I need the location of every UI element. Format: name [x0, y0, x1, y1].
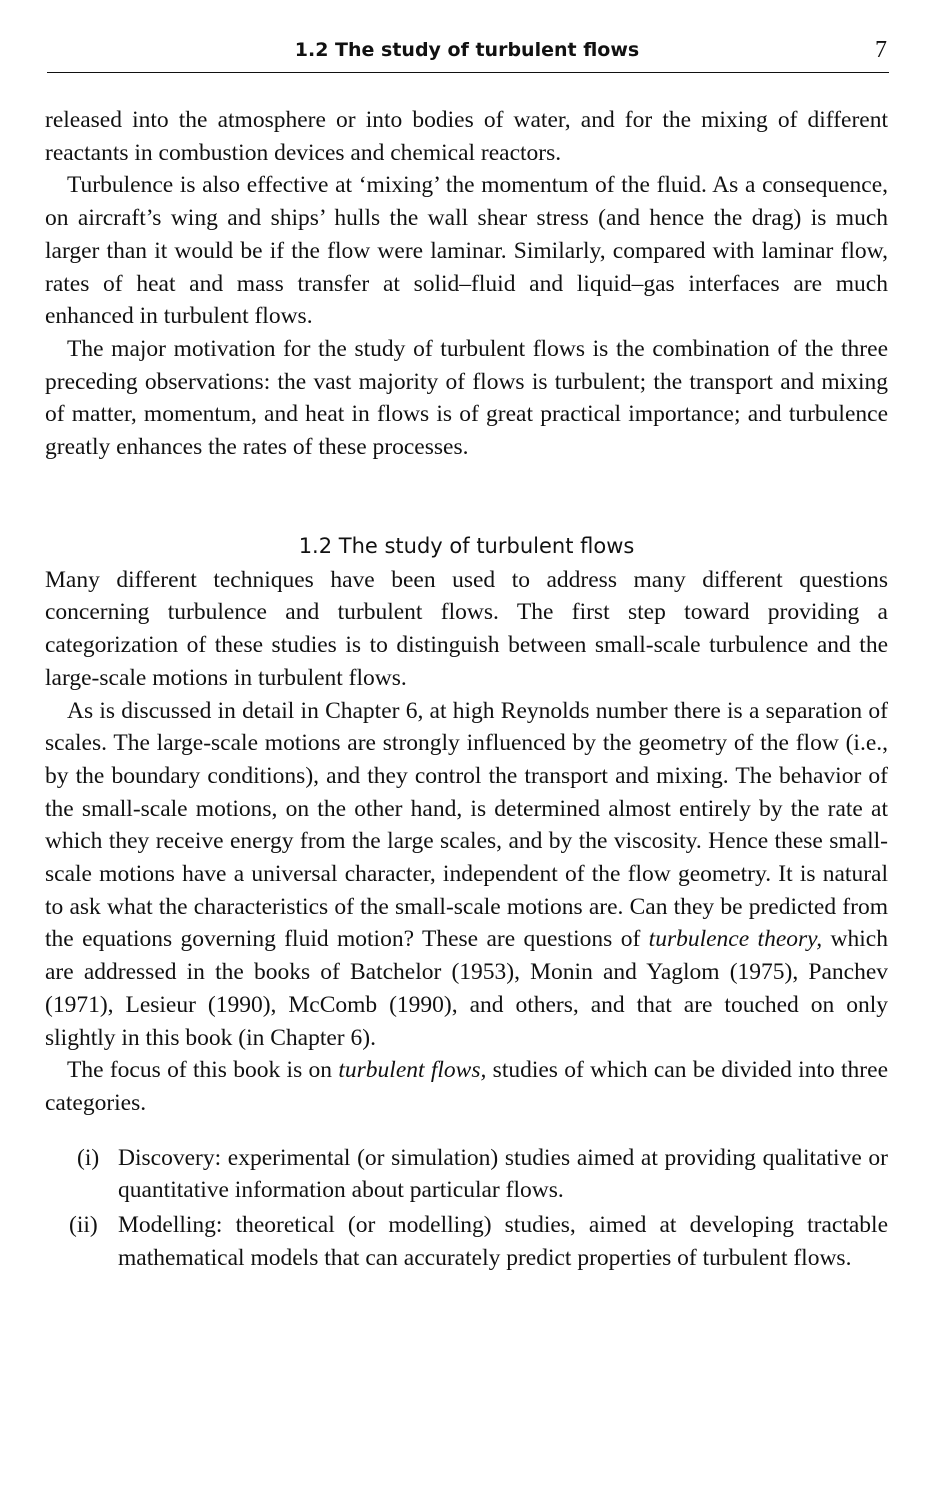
- paragraph-text: studies of which can be divided into three categories.: [45, 1057, 888, 1116]
- paragraph: The major motivation for the study of turbulent flows is the combination of the three preceding observations: the vast majority of flows is turbulent; the transport and mixing of matter, momentum, and heat in flows is of great practical importance; and turbulence greatly enhances the rates of these processes.: [45, 335, 888, 461]
- list-item: [45, 1209, 888, 1274]
- category-list: [45, 1142, 888, 1275]
- paragraph: [45, 1054, 888, 1119]
- header-rule: [47, 72, 889, 73]
- paragraph: released into the atmosphere or into bodies of water, and for the mixing of different reactants in combustion devices and chemical reactors.: [45, 107, 888, 166]
- list-item: [45, 1142, 888, 1207]
- list-item-number: (i): [77, 1144, 100, 1171]
- paragraph: [45, 695, 888, 1055]
- italic-term: turbulent flows,: [338, 1057, 487, 1084]
- list-item-text: Discovery: experimental (or simulation) studies aimed at providing qualitative or quantitative information about particular flows.: [118, 1144, 888, 1204]
- italic-term: turbulence theory,: [648, 926, 823, 953]
- running-head: [0, 36, 934, 66]
- paragraph-text: The focus of this book is on: [67, 1057, 339, 1084]
- paragraph: Turbulence is also effective at ‘mixing’ the momentum of the fluid. As a consequence, on aircraft’s wing and ships’ hulls the wall shear stress (and hence the drag) is much larger than it would be if the flow were laminar. Similarly, compared with laminar flow, rates of heat and mass transfer at solid–fluid and liquid–gas interfaces are much enhanced in turbulent flows.: [45, 172, 888, 330]
- list-item-number: (ii): [69, 1212, 98, 1239]
- section-heading: 1.2 The study of turbulent flows: [298, 533, 635, 558]
- page-number: 7: [875, 37, 887, 63]
- paragraph: Many different techniques have been used to address many different questions concerning turbulence and turbulent flows. The first step toward providing a categorization of these studies is to distinguish between small-scale turbulence and the large-scale motions in turbulent flows.: [45, 566, 888, 691]
- paragraph-text: which are addressed in the books of Batchelor (1953), Monin and Yaglom (1975), Panchev (1971), Lesieur (1990), McComb (1990), and others, and that are touched on only slightly in this book (in Chapter 6).: [45, 926, 888, 1051]
- list-item-text: Modelling: theoretical (or modelling) studies, aimed at developing tractable mathematical models that can accurately predict properties of turbulent flows.: [118, 1212, 888, 1271]
- running-title: 1.2 The study of turbulent flows: [294, 39, 640, 61]
- body-text: [45, 104, 888, 1277]
- paragraph-text: As is discussed in detail in Chapter 6, at high Reynolds number there is a separation of scales. The large-scale motions are strongly influenced by the geometry of the flow (i.e., by the boundary conditions), and they control the transport and mixing. The behavior of the small-scale motions, on the other hand, is determined almost entirely by the rate at which they receive energy from the large scales, and by the viscosity. Hence these small-scale motions have a universal character, independent of the flow geometry. It is natural to ask what the characteristics of the small-scale motions are. Can they be predicted from the equations governing fluid motion? These are questions of: [45, 697, 888, 953]
